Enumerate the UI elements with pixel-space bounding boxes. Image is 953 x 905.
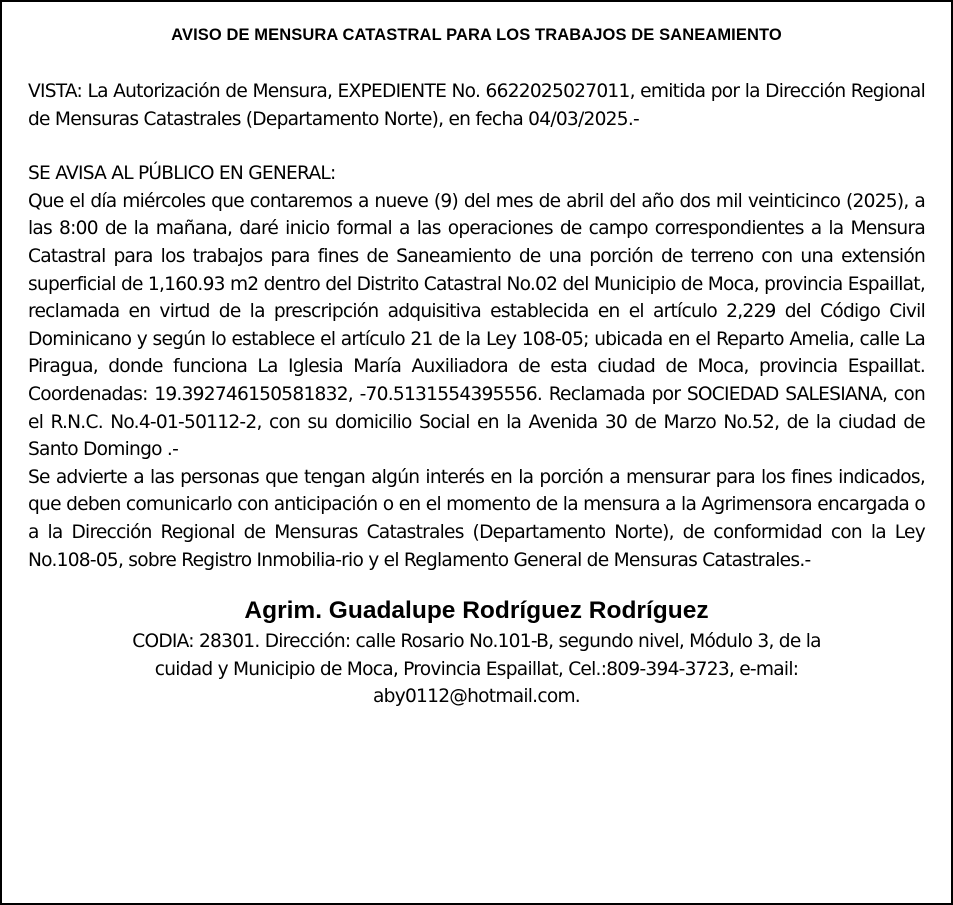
signature-details-line1: CODIA: 28301. Dirección: calle Rosario No.101-B, segundo nivel, Módulo 3, de la	[132, 631, 821, 653]
aviso-heading: SE AVISA AL PÚBLICO EN GENERAL:	[28, 163, 336, 185]
vista-paragraph: VISTA: La Autorización de Mensura, EXPEDIENTE No. 6622025027011, emitida por la Dirección Regional de Mensuras Catastrales (Departamento Norte), en fecha 04/03/2025.-	[28, 81, 925, 130]
notice-title: AVISO DE MENSURA CATASTRAL PARA LOS TRABAJOS DE SANEAMIENTO	[171, 26, 782, 44]
signature-name: Agrim. Guadalupe Rodríguez Rodríguez	[244, 597, 709, 625]
aviso-body-paragraph: Que el día miércoles que contaremos a nueve (9) del mes de abril del año dos mil veinticinco (2025), a las 8:00 de la mañana, daré inicio formal a las operaciones de campo correspondientes a la Mensura Catastral para los trabajos para fines de Saneamiento de una porción de terreno con una extensión superficial de 1,160.93 m2 dentro del Distrito Catastral No.02 del Municipio de Moca, provincia Espaillat, reclamada en virtud de la prescripción adquisitiva establecida en el artículo 2,229 del Código Civil Dominicano y según lo establece el artículo 21 de la Ley 108-05; ubicada en el Reparto Amelia, calle La Piragua, donde funciona La Iglesia María Auxiliadora de esta ciudad de Moca, provincia Espaillat. Coordenadas: 19.392746150581832, -70.5131554395556. Reclamada por SOCIEDAD SALESIANA, con el R.N.C. No.4-01-50112-2, con su domicilio Social en la Avenida 30 de Marzo No.52, de la ciudad de Santo Domingo .-	[28, 190, 925, 461]
signature-details-line2: cuidad y Municipio de Moca, Provincia Espaillat, Cel.:809-394-3723, e-mail:	[154, 658, 799, 680]
advertencia-paragraph: Se advierte a las personas que tengan algún interés en la porción a mensurar para los fines indicados, que deben comunicarlo con anticipación o en el momento de la mensura a la Agrimensora encargada o a la Dirección Regional de Mensuras Catastrales (Departamento Norte), de conformidad con la Ley No.108-05, sobre Registro Inmobilia-rio y el Reglamento General de Mensuras Catastrales.-	[28, 466, 925, 571]
signature-email: aby0112@hotmail.com.	[373, 686, 580, 708]
signature-details	[28, 628, 925, 711]
